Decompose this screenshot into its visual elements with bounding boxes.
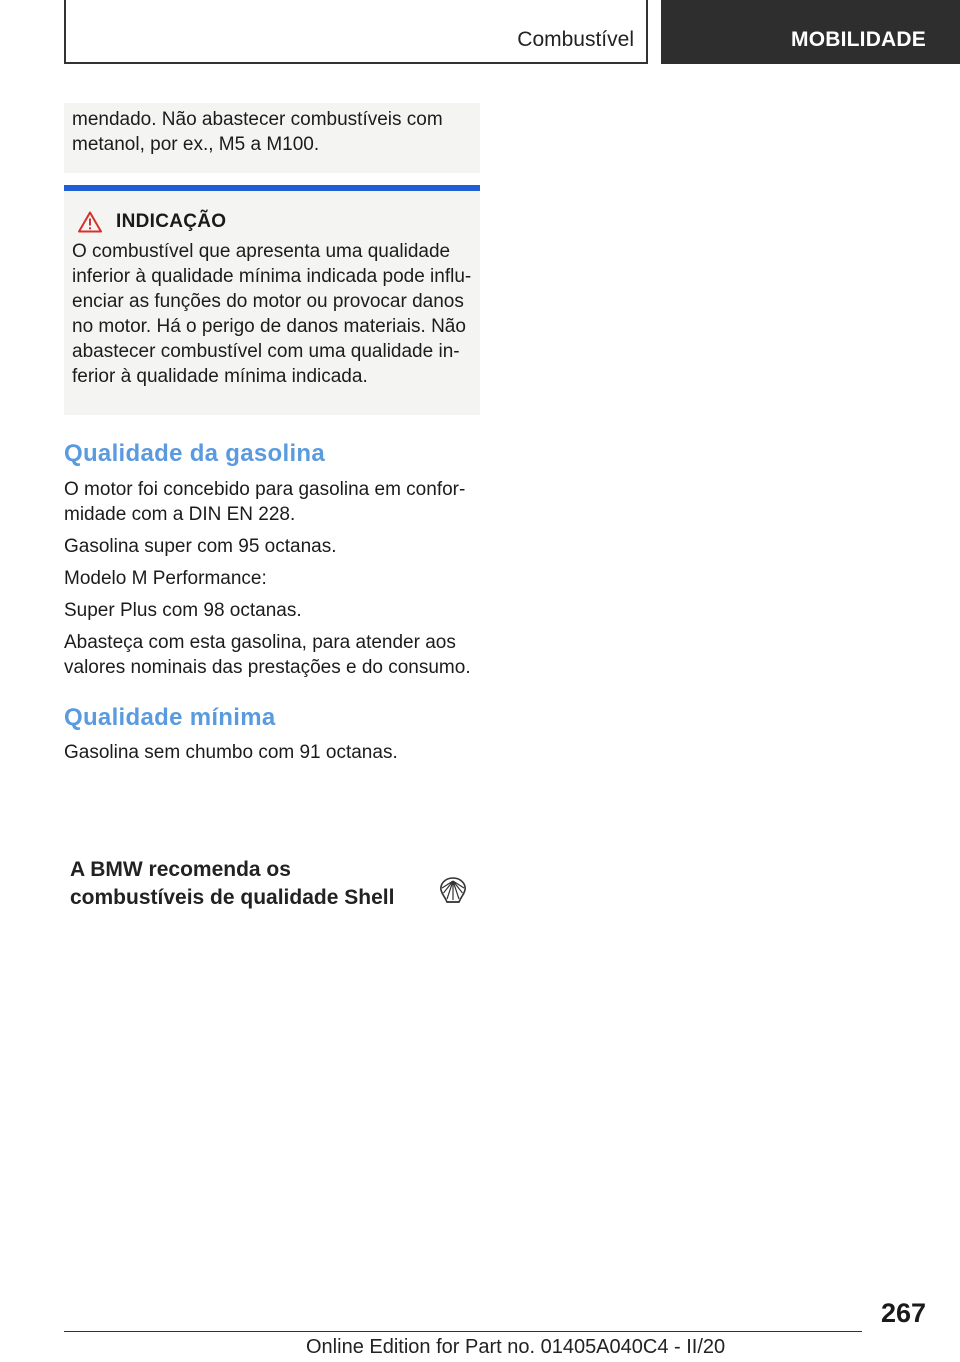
continuation-line: mendado. Não abastecer combustíveis com [72, 109, 443, 130]
header-chapter-tab [661, 0, 960, 64]
header-chapter-title: MOBILIDADE [791, 28, 926, 51]
paragraph-line: Gasolina sem chumbo com 91 octanas. [64, 742, 398, 763]
header-section-box [64, 0, 648, 64]
section-title-minimum-quality: Qualidade mínima [64, 704, 276, 731]
paragraph-line: Gasolina super com 95 octanas. [64, 536, 337, 557]
warning-line: abastecer combustível com uma qualidade in- [72, 341, 460, 362]
paragraph [64, 477, 484, 527]
paragraph-line: Abasteça com esta gasolina, para atender aos [64, 632, 456, 653]
paragraph [64, 534, 484, 559]
warning-line: enciar as funções do motor ou provocar danos [72, 291, 464, 312]
ad-line: combustíveis de qualidade Shell [70, 886, 395, 909]
warning-box [64, 191, 480, 415]
header-section-title: Combustível [517, 28, 634, 51]
paragraph-line: Modelo M Performance: [64, 568, 267, 589]
paragraph-line: valores nominais das prestações e do consumo. [64, 657, 471, 678]
shell-logo-icon [438, 876, 468, 904]
ad-line: A BMW recomenda os [70, 858, 291, 881]
footer-divider [64, 1331, 862, 1332]
shell-recommendation-ad [70, 856, 480, 916]
section-title-gasoline-quality: Qualidade da gasolina [64, 440, 326, 467]
warning-title: INDICAÇÃO [116, 211, 227, 232]
paragraph-line: midade com a DIN EN 228. [64, 504, 296, 525]
warning-line: no motor. Há o perigo de danos materiais. Não [72, 316, 466, 337]
paragraph [64, 630, 484, 680]
warning-line: inferior à qualidade mínima indicada pode influ- [72, 266, 472, 287]
paragraph-line: Super Plus com 98 octanas. [64, 600, 302, 621]
warning-header [72, 211, 472, 233]
continuation-box [64, 103, 480, 173]
continuation-line: metanol, por ex., M5 a M100. [72, 134, 320, 155]
paragraph [64, 740, 484, 765]
warning-triangle-icon [78, 211, 102, 233]
warning-line: ferior à qualidade mínima indicada. [72, 366, 368, 387]
page-number: 267 [880, 1298, 926, 1328]
paragraph-line: O motor foi concebido para gasolina em confor- [64, 479, 466, 500]
paragraph [64, 598, 484, 623]
footer-edition: Online Edition for Part no. 01405A040C4 - II/20 [306, 1336, 726, 1358]
warning-line: O combustível que apresenta uma qualidade [72, 241, 451, 262]
paragraph [64, 566, 484, 591]
